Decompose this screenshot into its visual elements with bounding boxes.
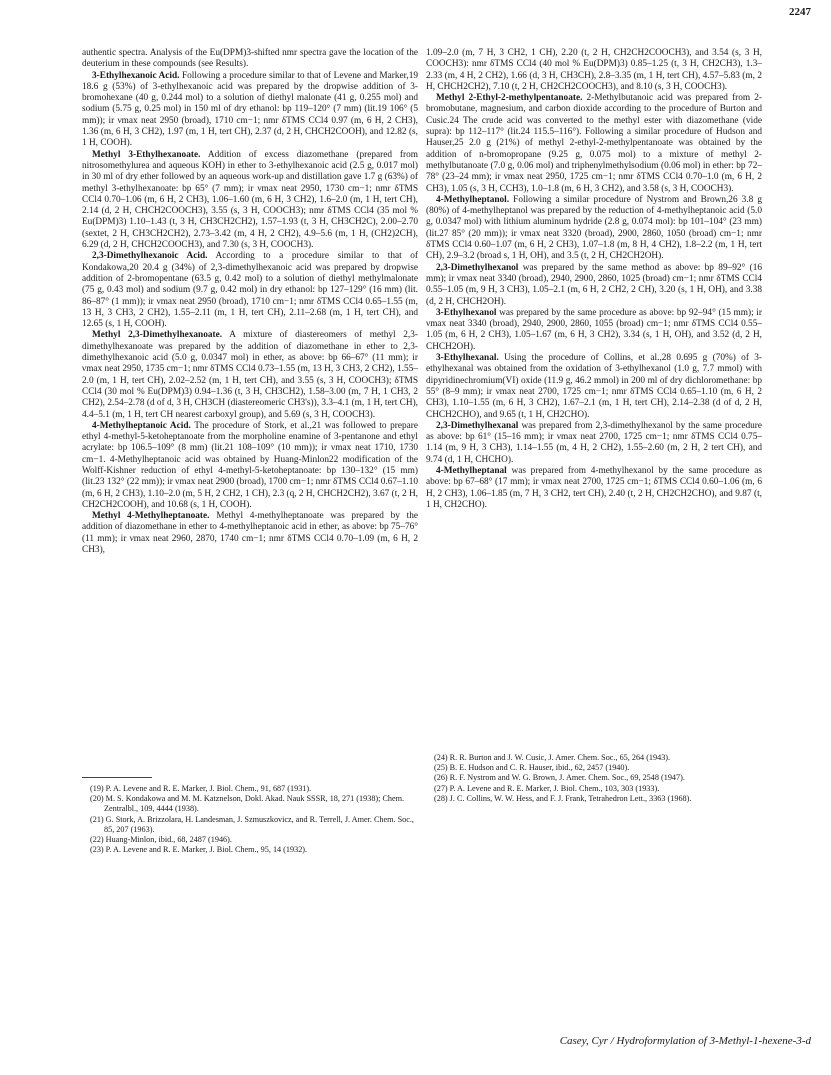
paragraph: 4-Methylheptanal was prepared from 4-methylhexanol by the same procedure as above: bp 67–68° (17 mm); ir νmax neat 2700, 1725 cm−1; δTMS CCl4 0.60–1.06 (m, 6 H, 2 CH3), 1.06–1.85 (m, 7 H, 3 CH2, tert CH), 2.40 (t, 2 H, CH2CH2CHO), and 9.87 (t, 1 H, CH2CHO). (426, 465, 762, 510)
left-column (82, 48, 418, 556)
page-number: 2247 (789, 6, 811, 18)
section-heading: Methyl 2,3-Dimethylhexanoate. (92, 330, 223, 341)
paragraph: 3-Ethylhexanol was prepared by the same procedure as above: bp 92–94° (15 mm); ir νmax neat 3340 (broad), 2940, 2900, 2860, 1055 (broad) cm−1; nmr δTMS CCl4 0.55–1.05 (m, 6 H, 2 CH3), 1.05–1.67 (m, 6 H, 3 CH2), 3.34 (s, 1 H, OH), and 3.52 (d, 2 H, CHCH2OH). (426, 307, 762, 352)
section-heading: 3-Ethylhexanoic Acid. (92, 70, 180, 81)
section-heading: 3-Ethylhexanol (436, 307, 497, 318)
right-column (426, 48, 762, 511)
reference-item: (19) P. A. Levene and R. E. Marker, J. Biol. Chem., 91, 687 (1931). (90, 784, 312, 793)
section-heading: 4-Methylheptanoic Acid. (92, 420, 191, 431)
reference-item: (27) P. A. Levene and R. E. Marker, J. Biol. Chem., 103, 303 (1933). (434, 783, 660, 793)
paragraph: Methyl 2,3-Dimethylhexanoate. A mixture of diastereomers of methyl 2,3-dimethylhexanoate was prepared by the addition of diazomethane in ether to 2,3-dimethylhexanoic acid (5.0 g, 0.0347 mol) in ether, as above: bp 66–67° (11 mm); ir νmax neat 2950, 1735 cm−1; nmr δTMS CCl4 0.73–1.55 (m, 13 H, 3 CH3, 2 CH2), 1.55–2.0 (m, 1 H, tert CH), 2.02–2.52 (m, 1 H, tert CH), and 3.55 (s, 3 H, COOCH3); δTMS CCl4 (30 mol % Eu(DPM)3) 0.94–1.36 (t, 3 H, CH3CH2), 1.58–3.00 (m, 7 H, 1 CH3, 2 CH2), 2.54–2.78 (d of d, 3 H, CH3CH (diastereomeric CH3's)), 3.3–4.1 (m, 1 H, tert CH), 4.4–5.1 (m, 1 H, tert CH nearest carboxyl group), and 5.69 (s, 3 H, COOCH3). (82, 330, 418, 420)
paragraph: Methyl 3-Ethylhexanoate. Addition of excess diazomethane (prepared from nitrosomethylurea and aqueous KOH) in ether to 3-ethylhexanoic acid (2.5 g, 0.017 mol) in 30 ml of dry ether followed by an aqueous work-up and distillation gave 1.7 g (63%) of methyl 3-ethylhexanoate: bp 65° (7 mm); ir νmax neat 2950, 1730 cm−1; nmr δTMS CCl4 0.70–1.06 (m, 6 H, 2 CH3), 1.06–1.60 (m, 6 H, 3 CH2), 1.6–2.0 (m, 1 H, tert CH), 2.14 (d, 2 H, CHCH2COOCH3), 3.55 (s, 3 H, COOCH3); nmr δTMS CCl4 (35 mol % Eu(DPM)3) 1.10–1.43 (t, 3 H, CH3CH2CH2), 1.57–1.93 (t, 3 H, CH3CH2C), 2.00–2.70 (sextet, 2 H, CH3CH2CH2), 2.73–3.42 (m, 4 H, 2 CH2), 4.9–5.6 (m, 1 H, (CH2)2CH), 6.29 (d, 2 H, CHCH2COOCH3), and 7.30 (s, 3 H, COOCH3). (82, 149, 418, 251)
section-heading: 2,3-Dimethylhexanoic Acid. (92, 251, 208, 262)
section-heading: 2,3-Dimethylhexanal (436, 420, 519, 431)
reference-item: (21) G. Stork, A. Brizzolara, H. Landesman, J. Szmuszkovicz, and R. Terrell, J. Amer. Chem. Soc., 85, 207 (1963). (90, 814, 414, 834)
reference-item: (25) B. E. Hudson and C. R. Hauser, ibid., 62, 2457 (1940). (434, 763, 630, 773)
section-heading: 3-Ethylhexanal. (436, 353, 499, 364)
paragraph: 2,3-Dimethylhexanoic Acid. According to a procedure similar to that of Kondakowa,20 20.4 g (34%) of 2,3-dimethylhexanoic acid was prepared by dropwise addition of 2-bromopentane (63.5 g, 0.42 mol) to a solution of diethyl methylmalonate (75 g, 0.43 mol) and sodium (9.7 g, 0.42 mol) in dry ethanol: bp 127–129° (16 mm) (lit. 86–87° (1 mm)); ir νmax neat 2950 (broad), 1710 cm−1; nmr δTMS CCl4 0.65–1.55 (m, 13 H, 3 CH3, 2 CH2), 1.55–2.11 (m, 1 H, tert CH), 2.11–2.68 (m, 1 H, tert CH), and 12.65 (s, 1 H, COOH). (82, 251, 419, 330)
reference-item: (23) P. A. Levene and R. E. Marker, J. Biol. Chem., 95, 14 (1932). (90, 845, 308, 855)
reference-item: (24) R. R. Burton and J. W. Cusic, J. Amer. Chem. Soc., 65, 264 (1943). (434, 753, 671, 762)
section-heading: 2,3-Dimethylhexanol (436, 262, 519, 273)
reference-item: (26) R. F. Nystrom and W. G. Brown, J. Amer. Chem. Soc., 69, 2548 (1947). (434, 773, 685, 783)
section-heading: Methyl 2-Ethyl-2-methylpentanoate. (436, 93, 583, 104)
references-right (426, 753, 762, 804)
paragraph: authentic spectra. Analysis of the Eu(DPM)3-shifted nmr spectra gave the location of the deuterium in these compounds (see Results). (82, 48, 418, 70)
paragraph: 4-Methylheptanoic Acid. The procedure of Stork, et al.,21 was followed to prepare ethyl 4-methyl-5-ketoheptanoate from the morpholine enamine of 3-pentanone and ethyl acrylate: bp 106.5–109° (8 mm) (lit.21 108–109° (10 mm)); ir νmax neat 1710, 1730 cm−1. 4-Methylheptanoic acid was obtained by Huang-Minlon22 modification of the Wolff-Kishner reduction of ethyl 4-methyl-5-ketoheptanoate: bp 130–132° (15 mm) (lit.23 132° (22 mm)); ir νmax neat 2900 (broad), 1700 cm−1; nmr δTMS CCl4 0.67–1.10 (m, 6 H, 2 CH3), 1.10–2.0 (m, 5 H, 2 CH2, 1 CH), 2.3 (q, 2 H, CHCH2CH2), 3.67 (t, 2 H, CH2CH2COOH), and 10.68 (s, 1 H, COOH). (82, 420, 418, 510)
paragraph: Methyl 4-Methylheptanoate. Methyl 4-methylheptanoate was prepared by the addition of diazomethane in ether to 4-methylheptanoic acid in ether, as above: bp 75–76° (11 mm); ir νmax neat 2960, 2870, 1740 cm−1; nmr δTMS CCl4 0.70–1.09 (m, 6 H, 2 CH3), (82, 511, 419, 556)
reference-item: (28) J. C. Collins, W. W. Hess, and F. J. Frank, Tetrahedron Lett., 3363 (1968). (434, 793, 692, 803)
paragraph: 4-Methylheptanol. Following a similar procedure of Nystrom and Brown,26 3.8 g (80%) of 4-methylheptanol was prepared by the reduction of 4-methylheptanoic acid (5.0 g, 0.0347 mol) with lithium aluminum hydride (2.8 g, 0.074 mol): bp 101–104° (23 mm) (lit.27 85° (20 mm)); ir νmax neat 3320 (broad), 2900, 2860, 1050 (broad) cm−1; nmr δTMS CCl4 0.60–1.07 (m, 6 H, 2 CH3), 1.07–1.8 (m, 8 H, 4 CH2), 1.8–2.2 (m, 1 H, tert CH), 2.9–3.2 (broad s, 1 H, OH), and 3.5 (t, 2 H, CH2CH2OH). (426, 194, 762, 262)
paragraph: 2,3-Dimethylhexanol was prepared by the same method as above: bp 89–92° (16 mm); ir νmax neat 3340 (broad), 2940, 2900, 2860, 1025 (broad) cm−1; nmr δTMS CCl4 0.55–1.05 (m, 9 H, 3 CH3), 1.05–2.1 (m, 6 H, 2 CH2, 2 CH), 3.20 (s, 1 H, OH), and 3.38 (d, 2 H, CHCH2OH). (426, 262, 762, 307)
reference-item: (22) Huang-Minlon, ibid., 68, 2487 (1946). (90, 835, 232, 845)
footnote-rule (82, 777, 152, 778)
paragraph: 1.09–2.0 (m, 7 H, 3 CH2, 1 CH), 2.20 (t, 2 H, CH2CH2COOCH3), and 3.54 (s, 3 H, COOCH3): nmr δTMS CCl4 (40 mol % Eu(DPM)3) 0.85–1.25 (t, 3 H, CH2CH3), 1.3–2.33 (m, 4 H, 2 CH2), 1.66 (d, 3 H, CH3CH), 2.8–3.35 (m, 1 H, tert CH), 4.57–5.83 (m, 2 H, CHCH2CH2), 7.10 (t, 2 H, CH2CH2COOCH3), and 8.10 (s, 3 H, COOCH3). (426, 48, 762, 92)
section-heading: 4-Methylheptanol. (436, 194, 510, 205)
running-footer: Casey, Cyr / Hydroformylation of 3-Methyl-1-hexene-3-d (559, 1035, 811, 1047)
paragraph: 2,3-Dimethylhexanal was prepared from 2,3-dimethylhexanol by the same procedure as above: bp 61° (15–16 mm); ir νmax neat 2700, 1725 cm−1; nmr δTMS CCl4 0.75–1.14 (m, 9 H, 3 CH3), 1.14–1.55 (m, 4 H, 2 CH2), 1.55–2.60 (m, 2 H, 2 tert CH), and 9.74 (d, 1 H, CHCHO). (426, 420, 763, 465)
reference-item: (20) M. S. Kondakowa and M. M. Katznelson, Dokl. Akad. Nauk SSSR, 18, 271 (1938); Chem. Zentralbl., 109, 4444 (1938). (90, 794, 405, 814)
section-heading: 4-Methylheptanal (436, 465, 507, 476)
paragraph: 3-Ethylhexanal. Using the procedure of Collins, et al.,28 0.695 g (70%) of 3-ethylhexanal was obtained from the oxidation of 3-ethylhexanol (1.0 g, 7.7 mmol) with dipyridinechromium(VI) oxide (11.9 g, 46.2 mmol) in 200 ml of dry dichloromethane: bp 55° (8–9 mm); ir νmax neat 2700, 1725 cm−1; nmr δTMS CCl4 0.65–1.10 (m, 6 H, 2 CH3), 1.10–1.55 (m, 6 H, 3 CH2), 1.67–2.1 (m, 1 H, tert CH), 2.14–2.38 (d of d, 2 H, CHCH2CHO), and 9.65 (t, 1 H, CH2CHO). (426, 353, 762, 420)
section-heading: Methyl 4-Methylheptanoate. (92, 511, 210, 522)
paragraph: 3-Ethylhexanoic Acid. Following a procedure similar to that of Levene and Marker,19 18.6 g (53%) of 3-ethylhexanoic acid was prepared by the dropwise addition of 3-bromohexane (40 g, 0.244 mol) to a solution of diethyl malonate (41 g, 0.255 mol) and sodium (5.75 g, 0.25 mol) in 150 ml of dry ethanol: bp 119–120° (7 mm) (lit.19 106° (5 mm)); ir νmax neat 2950 (broad), 1710 cm−1; nmr δTMS CCl4 0.97 (m, 6 H, 2 CH3), 1.36 (m, 6 H, 3 CH2), 1.97 (m, 1 H, tert CH), 2.37 (d, 2 H, CHCH2COOH), and 12.82 (s, 1 H, COOH). (82, 70, 419, 149)
references-left (82, 777, 418, 855)
section-heading: Methyl 3-Ethylhexanoate. (92, 149, 201, 160)
paragraph: Methyl 2-Ethyl-2-methylpentanoate. 2-Methylbutanoic acid was prepared from 2-bromobutane, magnesium, and carbon dioxide according to the procedure of Burton and Cusic.24 The crude acid was converted to the methyl ester with diazomethane (vide supra): bp 112–117° (lit.24 115.5–116°). Following a similar procedure of Hudson and Hauser,25 2.0 g (21%) of methyl 2-ethyl-2-methylpentanoate was obtained by the addition of n-bromopropane (9.25 g, 0.075 mol) to a mixture of methyl 2-methylbutanoate (7.0 g, 0.06 mol) and triphenylmethylsodium (0.06 mol) in ether: bp 72–78° (23–24 mm); ir νmax neat 2950, 1725 cm−1; nmr δTMS CCl4 0.70–1.0 (m, 6 H, 2 CH3), 1.05 (s, 3 H, CCH3), 1.0–1.8 (m, 6 H, 3 CH2), and 3.58 (s, 3 H, COOCH3). (426, 93, 763, 194)
